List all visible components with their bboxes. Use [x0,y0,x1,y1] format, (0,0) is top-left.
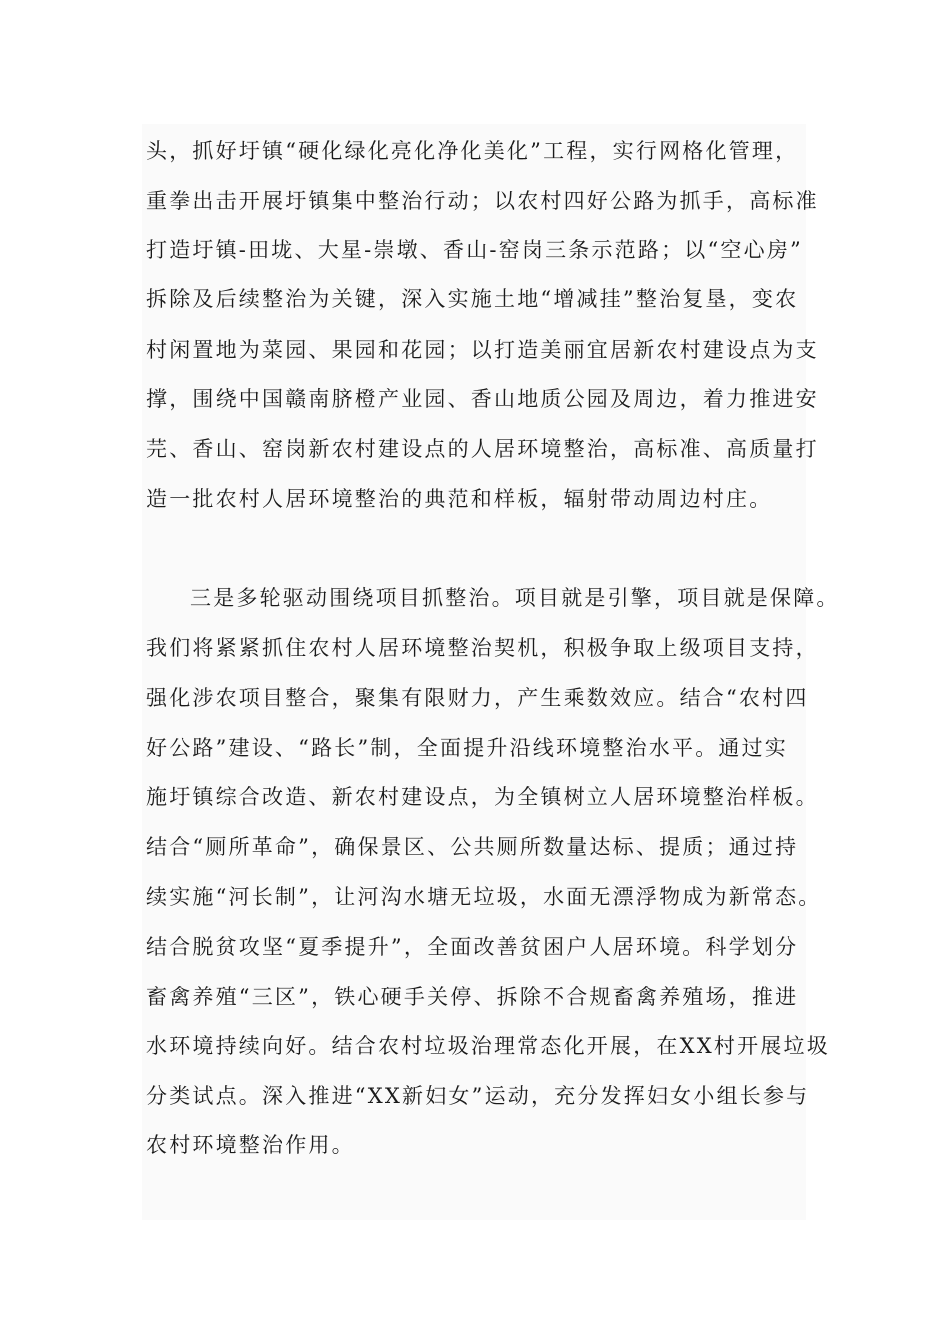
paragraph-line: 结合“厕所革命”，确保景区、公共厕所数量达标、提质；通过持 [146,835,799,859]
paragraph-line: 结合脱贫攻坚“夏季提升”，全面改善贫困户人居环境。科学划分 [146,935,799,959]
paragraph-line: 水环境持续向好。结合农村垃圾治理常态化开展，在XX村开展垃圾 [146,1034,830,1058]
paragraph-line: 我们将紧紧抓住农村人居环境整治契机，积极争取上级项目支持， [146,636,819,660]
paragraph-line: 畜禽养殖“三区”，铁心硬手关停、拆除不合规畜禽养殖场，推进 [146,985,799,1009]
paragraph-line: 撑，围绕中国赣南脐橙产业园、香山地质公园及周边，着力推进安 [146,387,819,411]
paragraph-line: 打造圩镇-田垅、大星-崇墩、香山-窑岗三条示范路；以“空心房” [146,238,803,262]
paragraph-line: 分类试点。深入推进“XX新妇女”运动，充分发挥妇女小组长参与 [146,1084,810,1108]
paragraph-line: 造一批农村人居环境整治的典范和样板，辐射带动周边村庄。 [146,487,773,511]
paragraph-line: 头，抓好圩镇“硬化绿化亮化净化美化”工程，实行网格化管理， [146,139,799,163]
paragraph-line: 农村环境整治作用。 [146,1133,355,1157]
paragraph-line: 芫、香山、窑岗新农村建设点的人居环境整治，高标准、高质量打 [146,437,819,461]
paragraph-line: 施圩镇综合改造、新农村建设点，为全镇树立人居环境整治样板。 [146,785,819,809]
paragraph-line: 续实施“河长制”，让河沟水塘无垃圾，水面无漂浮物成为新常态。 [146,885,822,909]
paragraph-line: 好公路”建设、“路长”制，全面提升沿线环境整治水平。通过实 [146,736,789,760]
paragraph-line: 重拳出击开展圩镇集中整治行动；以农村四好公路为抓手，高标准 [146,189,819,213]
paragraph-line: 三是多轮驱动围绕项目抓整治。项目就是引擎，项目就是保障。 [190,586,840,610]
paragraph-line: 拆除及后续整治为关键，深入实施土地“增减挂”整治复垦，变农 [146,287,799,311]
paragraph-line: 村闲置地为菜园、果园和花园；以打造美丽宜居新农村建设点为支 [146,338,819,362]
paragraph-line: 强化涉农项目整合，聚集有限财力，产生乘数效应。结合“农村四 [146,686,809,710]
